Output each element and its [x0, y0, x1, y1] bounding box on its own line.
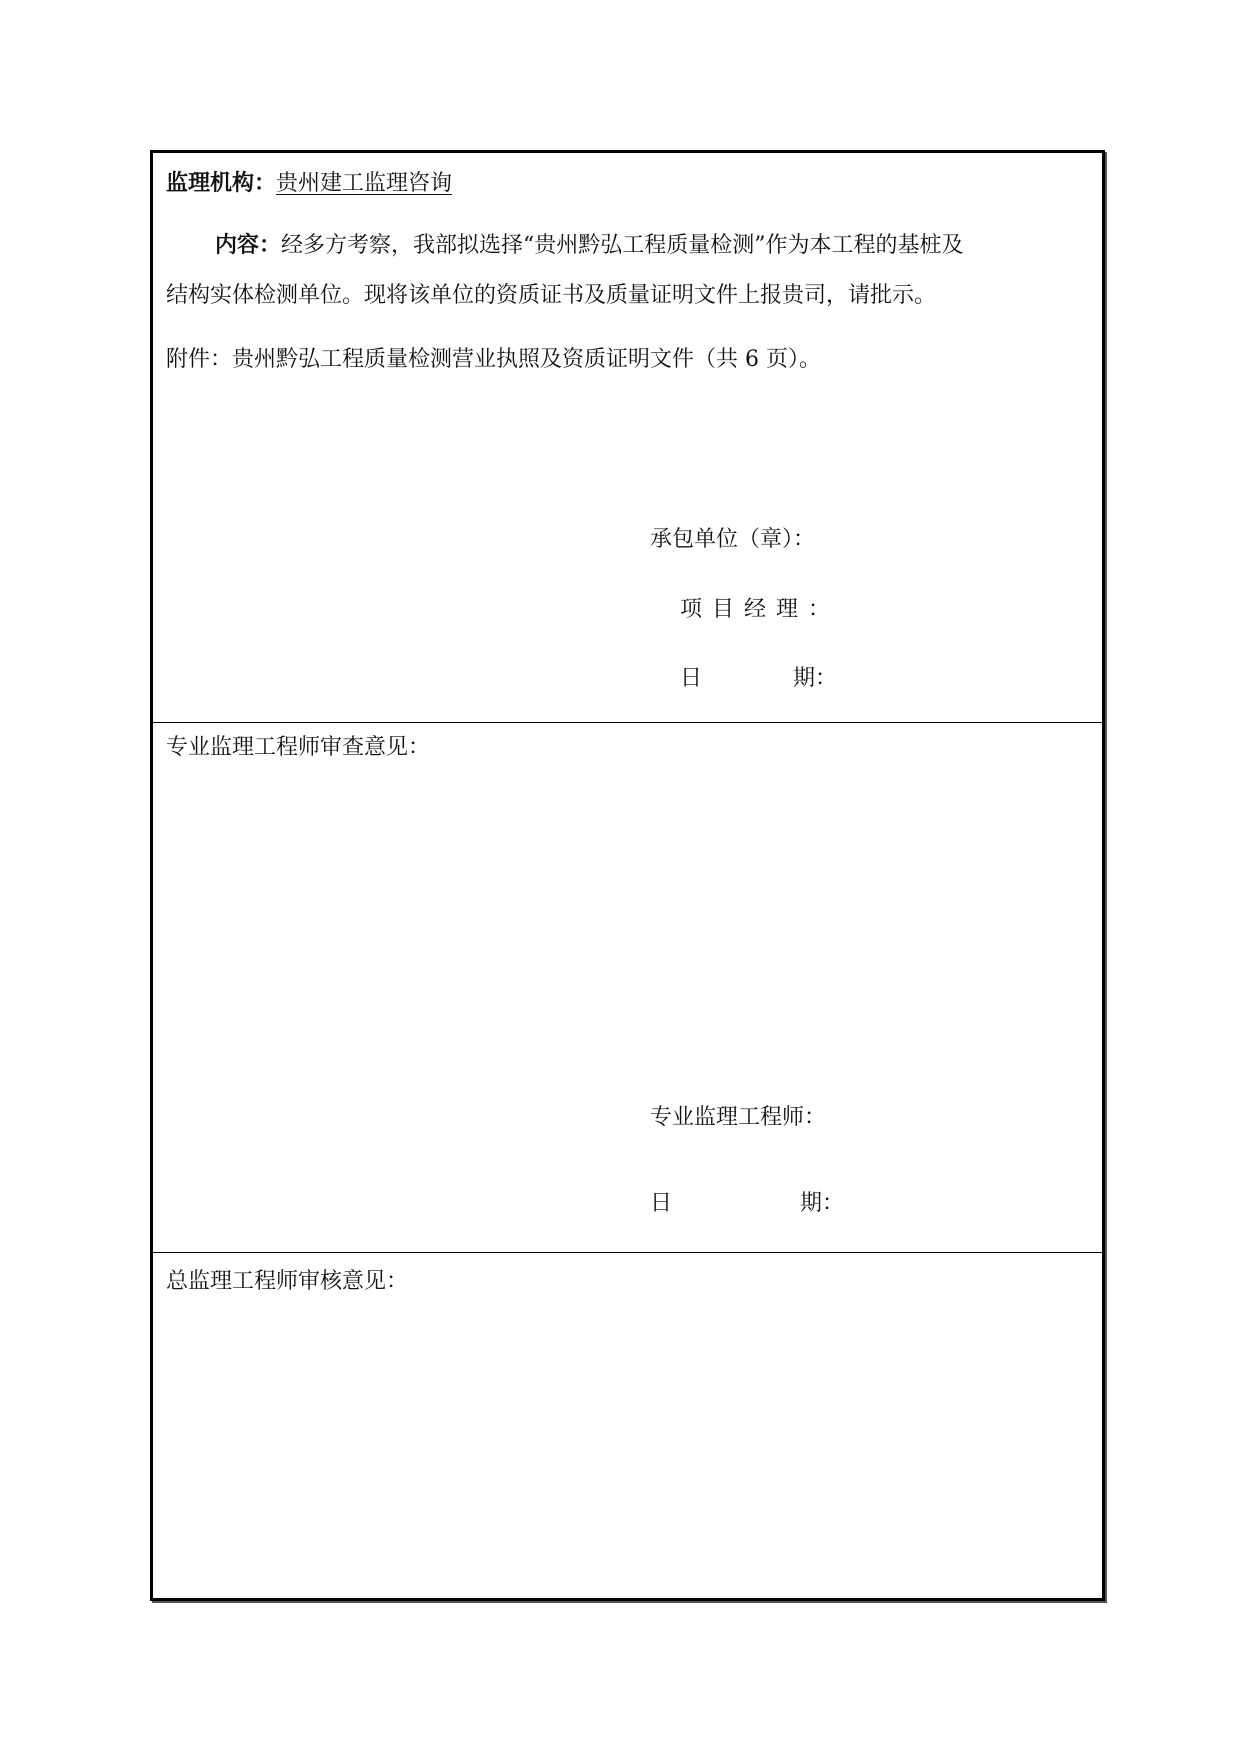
engineer-date-period: 期：	[800, 1191, 845, 1216]
content-line-1	[215, 235, 964, 257]
engineer-signature-label: 专业监理工程师：	[650, 1105, 827, 1130]
content-line-2: 结构实体检测单位。现将该单位的资质证书及质量证明文件上报贵司，请批示。	[166, 283, 937, 308]
engineer-review-title: 专业监理工程师审查意见：	[166, 735, 431, 760]
content-text-1: 经多方考察，我部拟选择“贵州黔弘工程质量检测”作为本工程的基桩及	[281, 233, 964, 258]
engineer-date-day: 日	[650, 1191, 673, 1216]
project-manager-label: 项目经理：	[680, 597, 841, 622]
submission-section	[153, 153, 1102, 723]
contractor-seal-label: 承包单位（章）：	[650, 527, 816, 552]
date-label-period: 期：	[793, 666, 838, 691]
content-label: 内容：	[215, 233, 282, 258]
chief-review-title: 总监理工程师审核意见：	[166, 1269, 409, 1294]
approval-form	[150, 150, 1105, 1601]
agency-label: 监理机构：	[166, 171, 277, 196]
attachment-note: 附件：贵州黔弘工程质量检测营业执照及资质证明文件（共 6 页）。	[166, 347, 821, 372]
agency-value: 贵州建工监理咨询	[276, 171, 453, 196]
engineer-review-section	[153, 723, 1102, 1253]
agency-line	[166, 173, 452, 195]
date-label-day: 日	[680, 666, 703, 691]
chief-review-section	[153, 1253, 1102, 1601]
